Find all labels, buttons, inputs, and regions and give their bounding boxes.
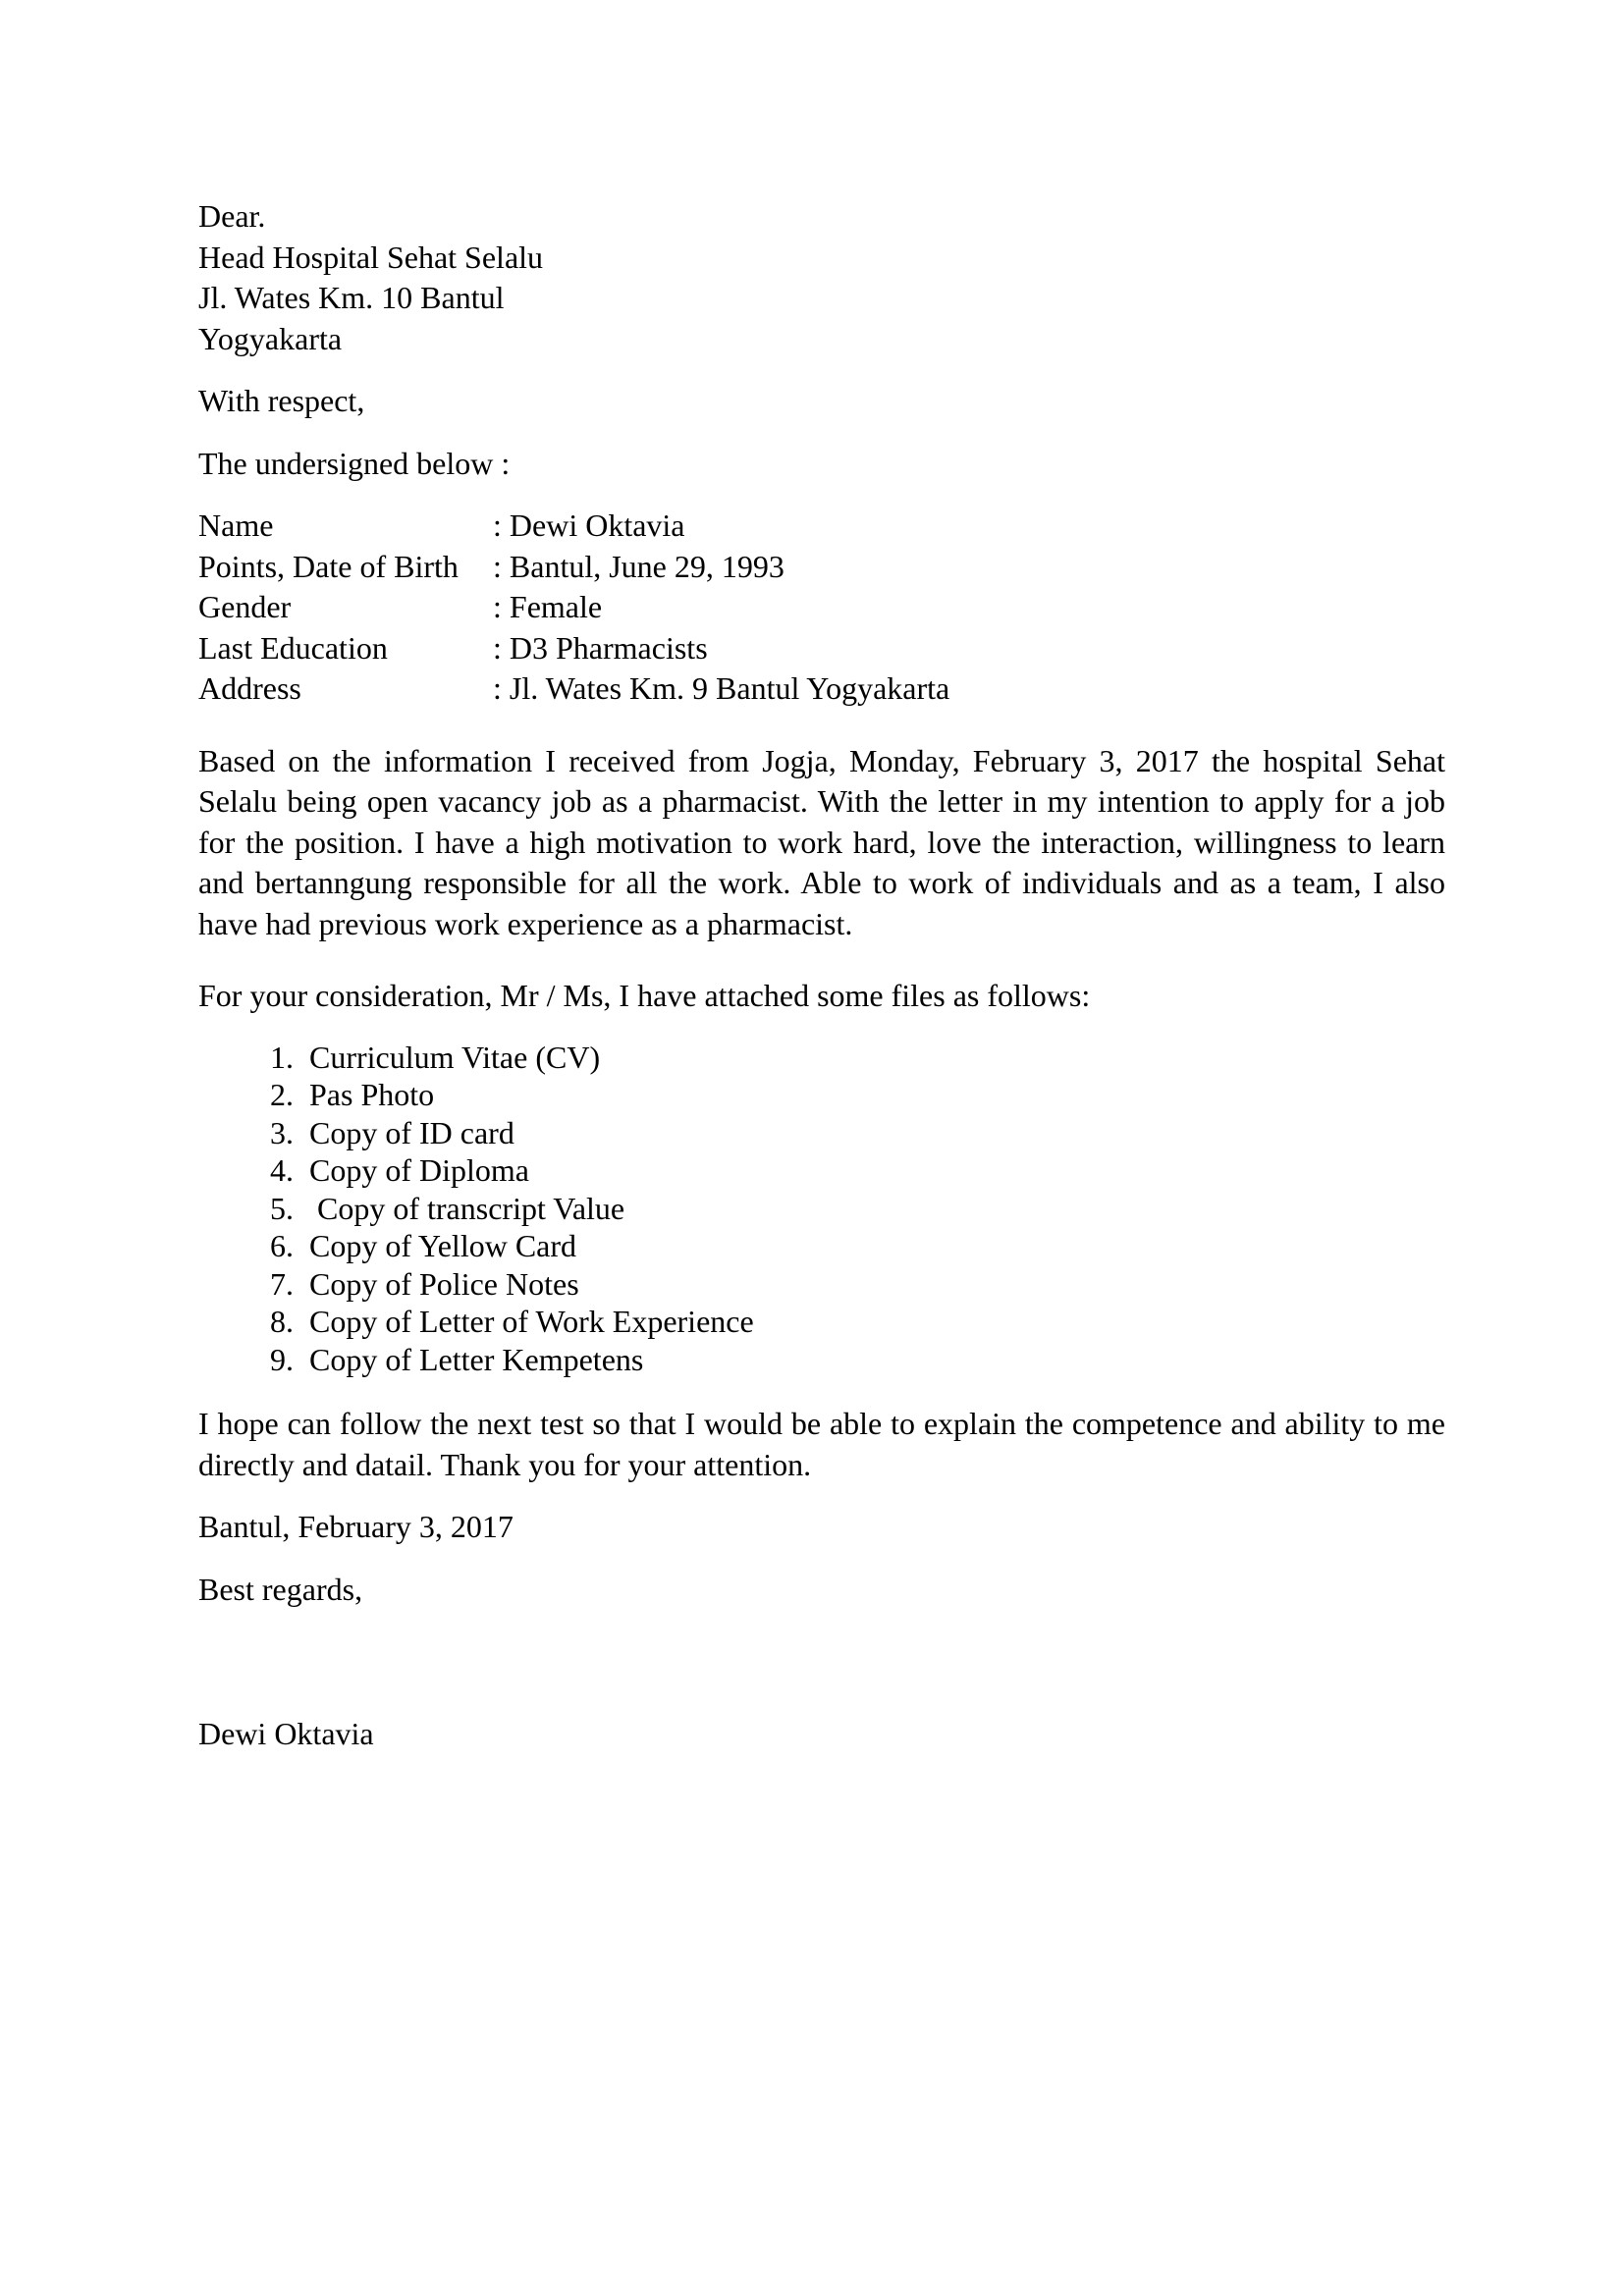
recipient-line: Head Hospital Sehat Selalu (198, 239, 544, 275)
applicant-info-table (198, 506, 1445, 710)
list-item-number: 3. (270, 1114, 294, 1150)
info-value: Dewi Oktavia (509, 507, 685, 543)
info-separator: : (493, 548, 510, 584)
list-item-number: 9. (270, 1341, 294, 1377)
info-separator: : (493, 670, 510, 706)
list-item-number: 1. (270, 1039, 294, 1075)
list-item-number: 7. (270, 1265, 294, 1302)
info-value: D3 Pharmacists (509, 629, 708, 666)
closing: Best regards, (198, 1571, 363, 1607)
info-separator: : (493, 589, 510, 624)
info-value: Jl. Wates Km. 9 Bantul Yogyakarta (509, 670, 950, 706)
hope-paragraph: I hope can follow the next test so that I would be able to explain the competence and ability to me directly and datail. Thank you for your attention. (198, 1406, 1445, 1482)
list-item-text: Curriculum Vitae (CV) (309, 1039, 601, 1075)
info-value: Bantul, June 29, 1993 (509, 548, 784, 584)
list-item-text: Copy of transcript Value (309, 1190, 625, 1226)
list-item-number: 6. (270, 1228, 294, 1263)
info-row-birth (198, 547, 1445, 588)
info-separator: : (493, 629, 510, 666)
list-item-text: Copy of ID card (309, 1114, 514, 1150)
list-item-text: Copy of Yellow Card (309, 1228, 577, 1263)
info-label: Address (198, 670, 301, 706)
signature-name: Dewi Oktavia (198, 1716, 374, 1751)
place-date: Bantul, February 3, 2017 (198, 1509, 514, 1544)
list-item (198, 1227, 1445, 1265)
letter-content (198, 196, 1445, 1755)
list-item-text: Copy of Letter Kempetens (309, 1341, 644, 1377)
recipient-address (198, 196, 1445, 359)
intro-line: The undersigned below : (198, 445, 511, 481)
list-item (198, 1114, 1445, 1152)
attachment-list (198, 1039, 1445, 1379)
info-row-education (198, 628, 1445, 669)
list-item-text: Pas Photo (309, 1077, 435, 1112)
consideration-line: For your consideration, Mr / Ms, I have attached some files as follows: (198, 978, 1091, 1013)
body-paragraph: Based on the information I received from Jogja, Monday, February 3, 2017 the hospital Sehat Selalu being open vacancy job as a pharmacist. With the letter in my intention to apply for a job for the position. I have a high motivation to work hard, love the interaction, willingness to learn and bertanngung responsible for all the work. Able to work of individuals and as a team, I also have had previous work experience as a pharmacist. (198, 742, 1445, 941)
recipient-line: Yogyakarta (198, 320, 343, 356)
list-item (198, 1303, 1445, 1341)
list-item (198, 1265, 1445, 1304)
list-item (198, 1076, 1445, 1114)
list-item-number: 8. (270, 1304, 294, 1339)
info-value: Female (509, 589, 603, 624)
info-label: Points, Date of Birth (198, 548, 459, 584)
info-row-gender (198, 587, 1445, 628)
list-item-text: Copy of Diploma (309, 1152, 529, 1188)
info-row-name (198, 506, 1445, 547)
list-item-text: Copy of Police Notes (309, 1265, 579, 1302)
recipient-line: Dear. (198, 198, 266, 234)
info-label: Last Education (198, 629, 388, 666)
recipient-line: Jl. Wates Km. 10 Bantul (198, 280, 505, 315)
list-item-number: 4. (270, 1152, 294, 1188)
list-item (198, 1341, 1445, 1379)
list-item-number: 5. (270, 1190, 294, 1226)
list-item (198, 1151, 1445, 1190)
list-item (198, 1190, 1445, 1228)
info-row-address (198, 668, 1445, 710)
info-label: Name (198, 507, 274, 543)
salutation: With respect, (198, 383, 365, 418)
info-label: Gender (198, 589, 292, 624)
list-item (198, 1039, 1445, 1077)
list-item-text: Copy of Letter of Work Experience (309, 1304, 754, 1339)
info-separator: : (493, 507, 510, 543)
list-item-number: 2. (270, 1077, 294, 1112)
